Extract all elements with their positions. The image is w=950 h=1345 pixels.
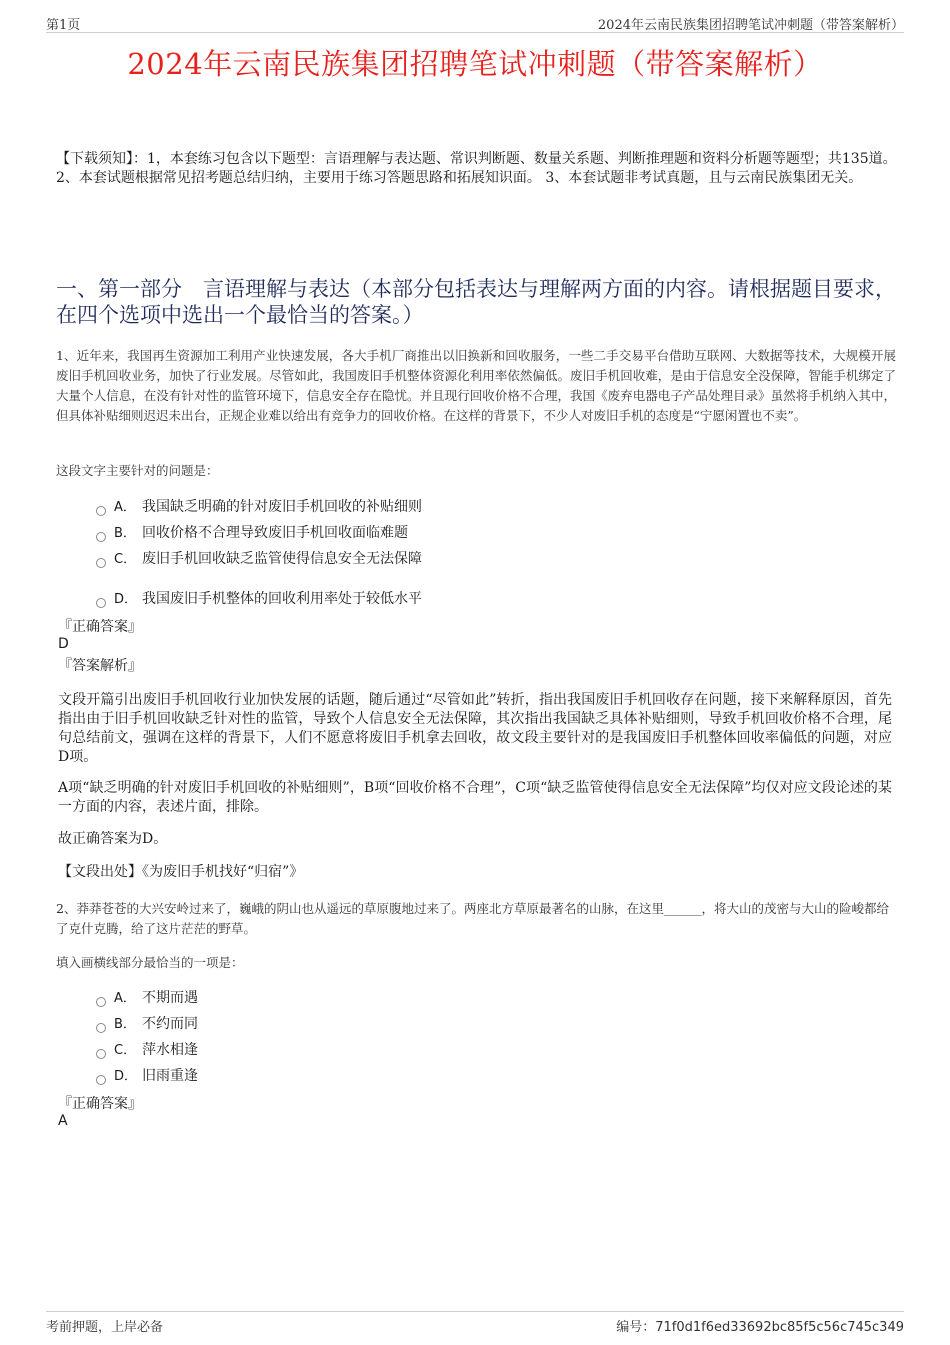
option-label: B． (114, 526, 136, 541)
option-text: 我国废旧手机整体的回收利用率处于较低水平 (142, 591, 422, 607)
radio-icon[interactable] (96, 997, 106, 1007)
q1-option-a[interactable] (96, 498, 422, 517)
radio-icon[interactable] (96, 558, 106, 568)
download-notice: 【下载须知】：1，本套练习包含以下题型：言语理解与表达题、常识判断题、数量关系题、判断推理题和资料分析题等题型；共135道。 2、本套试题根据常见招考题总结归纳，主要用于练习答题思路和拓展知识面。 3、本套试题非考试真题，且与云南民族集团无关。 (56, 151, 897, 186)
question-2-stem: 填入画横线部分最恰当的一项是： (56, 955, 244, 970)
radio-icon[interactable] (96, 1023, 106, 1033)
q1-option-d[interactable] (96, 590, 422, 609)
footer-slogan: 考前押题，上岸必备 (46, 1320, 164, 1335)
radio-icon[interactable] (96, 598, 106, 608)
q2-option-c[interactable] (96, 1041, 198, 1060)
q2-option-a[interactable] (96, 989, 198, 1008)
option-text: 废旧手机回收缺乏监管使得信息安全无法保障 (142, 551, 422, 567)
option-label: D． (114, 1069, 138, 1084)
option-label: C． (114, 552, 137, 567)
option-text: 回收价格不合理导致废旧手机回收面临难题 (142, 525, 408, 541)
radio-icon[interactable] (96, 1075, 106, 1085)
q2-answer-value: A (58, 1113, 68, 1129)
header-doc-title: 2024年云南民族集团招聘笔试冲刺题（带答案解析） (597, 18, 904, 33)
q1-analysis-paragraph: 故正确答案为D。 (58, 831, 168, 847)
page-number: 第1页 (46, 18, 81, 33)
q1-analysis-label: 『答案解析』 (58, 658, 142, 674)
q1-answer-label: 『正确答案』 (58, 619, 142, 635)
option-text: 不约而同 (142, 1016, 198, 1032)
option-label: B． (114, 1017, 136, 1032)
question-2-text: 2、莽莽苍苍的大兴安岭过来了，巍峨的阴山也从遥远的草原腹地过来了。两座北方草原最著名的山脉，在这里______，将大山的茂密与大山的险峻都给了克什克腾，给了这片茫茫的野草。 (56, 901, 889, 936)
page-header (46, 14, 904, 33)
document-title: 2024年云南民族集团招聘笔试冲刺题（带答案解析） (127, 47, 823, 81)
q1-source: 【文段出处】《为废旧手机找好“归宿”》 (58, 864, 304, 880)
radio-icon[interactable] (96, 532, 106, 542)
q1-option-c[interactable] (96, 550, 422, 569)
section-heading: 一、第一部分 言语理解与表达（本部分包括表达与理解两方面的内容。请根据题目要求，在四个选项中选出一个最恰当的答案。） (56, 277, 896, 327)
option-text: 不期而遇 (142, 990, 198, 1006)
q1-analysis-paragraph: A项“缺乏明确的针对废旧手机回收的补贴细则”，B项“回收价格不合理”，C项“缺乏监管使得信息安全无法保障”均仅对应文段论述的某一方面的内容，表述片面，排除。 (58, 780, 892, 815)
option-text: 旧雨重逢 (142, 1068, 198, 1084)
q2-answer-label: 『正确答案』 (58, 1096, 142, 1112)
option-label: D． (114, 592, 138, 607)
question-1-text: 1、近年来，我国再生资源加工利用产业快速发展，各大手机厂商推出以旧换新和回收服务，一些二手交易平台借助互联网、大数据等技术，大规模开展废旧手机回收业务，加快了行业发展。尽管如此，我国废旧手机整体资源化利用率依然偏低。废旧手机回收难，是由于信息安全没保障，智能手机绑定了大量个人信息，在没有针对性的监管环境下，信息安全存在隐忧。并且现行回收价格不合理，我国《废弃电器电子产品处理目录》虽然将手机纳入其中，但具体补贴细则迟迟未出台，正规企业难以给出有竞争力的回收价格。在这样的背景下，不少人对废旧手机的态度是“宁愿闲置也不卖”。 (56, 348, 896, 423)
option-label: C． (114, 1043, 137, 1058)
footer-code-label: 编号： (616, 1320, 656, 1335)
option-label: A． (114, 991, 136, 1006)
page-footer (46, 1311, 904, 1334)
footer-code-value: 71f0d1f6ed33692bc85f5c56c745c349 (655, 1320, 904, 1335)
radio-icon[interactable] (96, 1049, 106, 1059)
footer-code (616, 1316, 904, 1335)
option-label: A． (114, 500, 136, 515)
radio-icon[interactable] (96, 506, 106, 516)
q2-option-b[interactable] (96, 1015, 198, 1034)
option-text: 我国缺乏明确的针对废旧手机回收的补贴细则 (142, 499, 422, 515)
question-1-stem: 这段文字主要针对的问题是： (56, 463, 219, 478)
q1-analysis-paragraph: 文段开篇引出废旧手机回收行业加快发展的话题，随后通过“尽管如此”转折，指出我国废旧手机回收存在问题，接下来解释原因，首先指出由于旧手机回收缺乏针对性的监管，导致个人信息安全无法保障，其次指出我国缺乏具体补贴细则，导致手机回收价格不合理，尾句总结前文，强调在这样的背景下，人们不愿意将废旧手机拿去回收，故文段主要针对的是我国废旧手机整体回收率偏低的问题，对应D项。 (58, 692, 892, 765)
q1-option-b[interactable] (96, 524, 408, 543)
q1-answer-value: D (58, 636, 69, 652)
option-text: 萍水相逢 (142, 1042, 198, 1058)
q2-option-d[interactable] (96, 1067, 198, 1086)
